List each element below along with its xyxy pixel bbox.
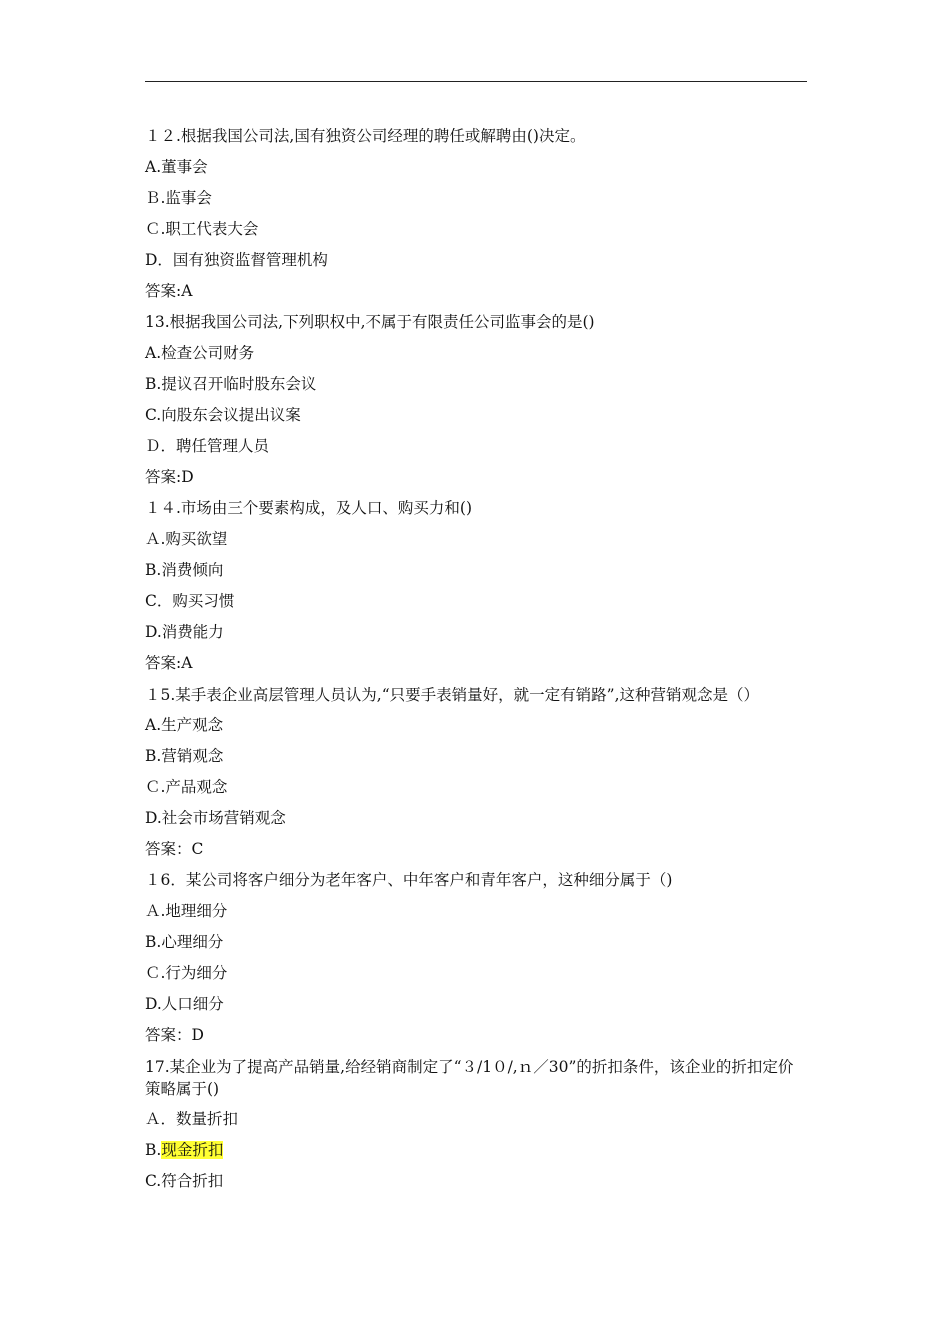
option-d: D.社会市场营销观念	[145, 809, 286, 827]
option-b: Ｂ.监事会	[145, 189, 212, 207]
option-b: B.提议召开临时股东会议	[145, 375, 317, 393]
option-b: B.消费倾向	[145, 561, 224, 579]
option-c: C.符合折扣	[145, 1172, 224, 1190]
question-stem: 13.根据我国公司法,下列职权中,不属于有限责任公司监事会的是()	[145, 313, 595, 331]
option-b-prefix: B.	[145, 1141, 162, 1159]
option-a: A.董事会	[145, 158, 208, 176]
option-a: Ａ．数量折扣	[145, 1110, 239, 1128]
highlighted-text: 现金折扣	[161, 1141, 224, 1159]
option-a: A.生产观念	[145, 716, 224, 734]
option-a: Ａ.购买欲望	[145, 530, 228, 548]
header-rule	[145, 81, 807, 82]
answer: 答案：C	[145, 840, 204, 858]
option-c: C．购买习惯	[145, 592, 235, 610]
option-b-highlighted	[145, 1135, 805, 1166]
option-d: D．国有独资监督管理机构	[145, 251, 328, 269]
option-c: Ｃ.行为细分	[145, 964, 228, 982]
question-stem: １２.根据我国公司法,国有独资公司经理的聘任或解聘由()决定。	[145, 127, 586, 145]
option-d: D.人口细分	[145, 995, 224, 1013]
question-stem: 17.某企业为了提高产品销量,给经销商制定了“３/1０/,ｎ／30”的折扣条件，该企业的折扣定价策略属于()	[145, 1058, 794, 1098]
option-a: Ａ.地理细分	[145, 902, 228, 920]
option-d: Ｄ．聘任管理人员	[145, 437, 270, 455]
question-stem: １6．某公司将客户细分为老年客户、中年客户和青年客户，这种细分属于（)	[145, 871, 673, 889]
option-b: B.心理细分	[145, 933, 224, 951]
option-c: Ｃ.产品观念	[145, 778, 228, 796]
question-list	[145, 121, 805, 1197]
question-stem: １４.市场由三个要素构成，及人口、购买力和()	[145, 499, 473, 517]
option-b: B.营销观念	[145, 747, 224, 765]
question-stem: １5.某手表企业高层管理人员认为,“只要手表销量好，就一定有销路”,这种营销观念是（）	[145, 686, 759, 704]
option-c: C.向股东会议提出议案	[145, 406, 301, 424]
answer: 答案:A	[145, 282, 193, 300]
option-a: A.检查公司财务	[145, 344, 255, 362]
answer: 答案：D	[145, 1026, 204, 1044]
option-d: D.消费能力	[145, 623, 224, 641]
answer: 答案:D	[145, 468, 194, 486]
answer: 答案:A	[145, 654, 193, 672]
option-c: Ｃ.职工代表大会	[145, 220, 259, 238]
